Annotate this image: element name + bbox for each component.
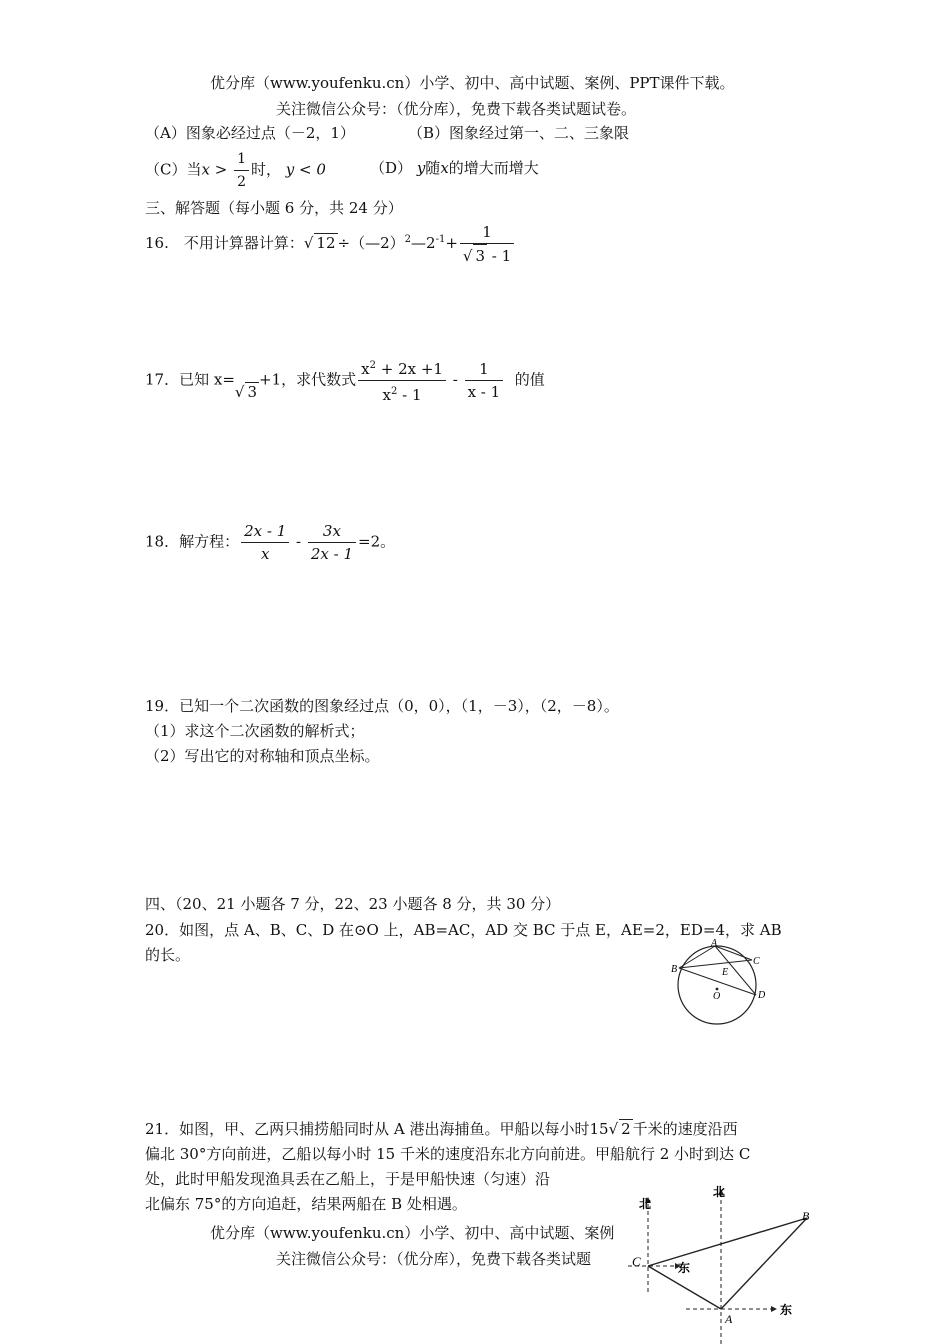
- segment-cb: [648, 1218, 807, 1266]
- label-a: A: [711, 938, 718, 949]
- option-a: （A）图象必经过点（－2，1）: [145, 124, 355, 142]
- header-line-2: 关注微信公众号：（优分库），免费下载各类试题试卷。: [276, 100, 637, 118]
- header-line-1: 优分库（www.youfenku.cn）小学、初中、高中试题、案例、PPT课件下载。: [210, 74, 735, 92]
- option-b: （B）图象经过第一、二、三象限: [408, 124, 630, 142]
- label-east-c: 东: [678, 1261, 691, 1275]
- label-c: C: [753, 956, 760, 967]
- question-20-line-1: 20．如图，点 A、B、C、D 在⊙O 上，AB=AC，AD 交 BC 于点 E，AE=2，ED=4，求 AB: [145, 921, 782, 939]
- label-b: B: [671, 964, 678, 975]
- question-17: 17．已知 x=√ 3+1，求代数式 $\frac{x^2 + 2x +1}{x^2 - 1}$ - $\frac{1}{x - 1}$ 的值: [145, 355, 545, 406]
- label-c: C: [632, 1254, 641, 1269]
- question-16: 16. 不用计算器计算：√ $12 \div(—2)^2—2^{-1}+$ $\frac{1}{√ 3 - 1}$: [145, 221, 516, 267]
- question-21-line-1: 21．如图，甲、乙两只捕捞船同时从 A 港出海捕鱼。甲船以每小时15√ 2 千米的速度沿西: [145, 1120, 738, 1138]
- question-19-line-1: 19．已知一个二次函数的图象经过点（0，0），（1，－3），（2，－8）。: [145, 697, 619, 715]
- footer-line-1: 优分库（www.youfenku.cn）小学、初中、高中试题、案例: [210, 1224, 615, 1242]
- label-o: O: [713, 991, 721, 1002]
- section-3-title: 三、解答题（每小题 6 分，共 24 分）: [145, 199, 403, 217]
- label-d: D: [758, 990, 766, 1001]
- question-19-line-2: （1）求这个二次函数的解析式；: [145, 722, 365, 740]
- question-21-line-4: 北偏东 75°的方向追赶，结果两船在 B 处相遇。: [145, 1195, 467, 1213]
- label-east-a: 东: [780, 1303, 793, 1317]
- option-d: （D） y随x的增大而增大: [370, 159, 539, 177]
- circle-figure: [670, 935, 770, 1030]
- question-20-line-2: 的长。: [145, 946, 191, 964]
- question-21-line-2: 偏北 30°方向前进，乙船以每小时 15 千米的速度沿东北方向前进。甲船航行 2 小时到达 C: [145, 1145, 751, 1163]
- label-e: E: [722, 967, 729, 978]
- navigation-figure: [618, 1180, 818, 1344]
- question-19-line-3: （2）写出它的对称轴和顶点坐标。: [145, 747, 380, 765]
- question-18: 18．解方程： $\frac{2x - 1}{x}$ - $\frac{3x}{2x - 1}$ =2。: [145, 522, 396, 563]
- label-b: B: [802, 1209, 810, 1223]
- footer-line-2: 关注微信公众号：（优分库），免费下载各类试题: [276, 1250, 592, 1268]
- section-4-title: 四、（20、21 小题各 7 分，22、23 小题各 8 分，共 30 分）: [145, 895, 561, 913]
- label-north-c: 北: [639, 1197, 652, 1211]
- option-c: （C）当x > $\frac{1}{2}$ 时， y < 0: [145, 148, 326, 193]
- label-a: A: [725, 1312, 733, 1326]
- question-21-line-3: 处，此时甲船发现渔具丢在乙船上，于是甲船快速（匀速）沿: [145, 1170, 551, 1188]
- center-dot: [716, 988, 719, 991]
- label-north-a: 北: [713, 1185, 726, 1199]
- circle-o: [678, 946, 756, 1024]
